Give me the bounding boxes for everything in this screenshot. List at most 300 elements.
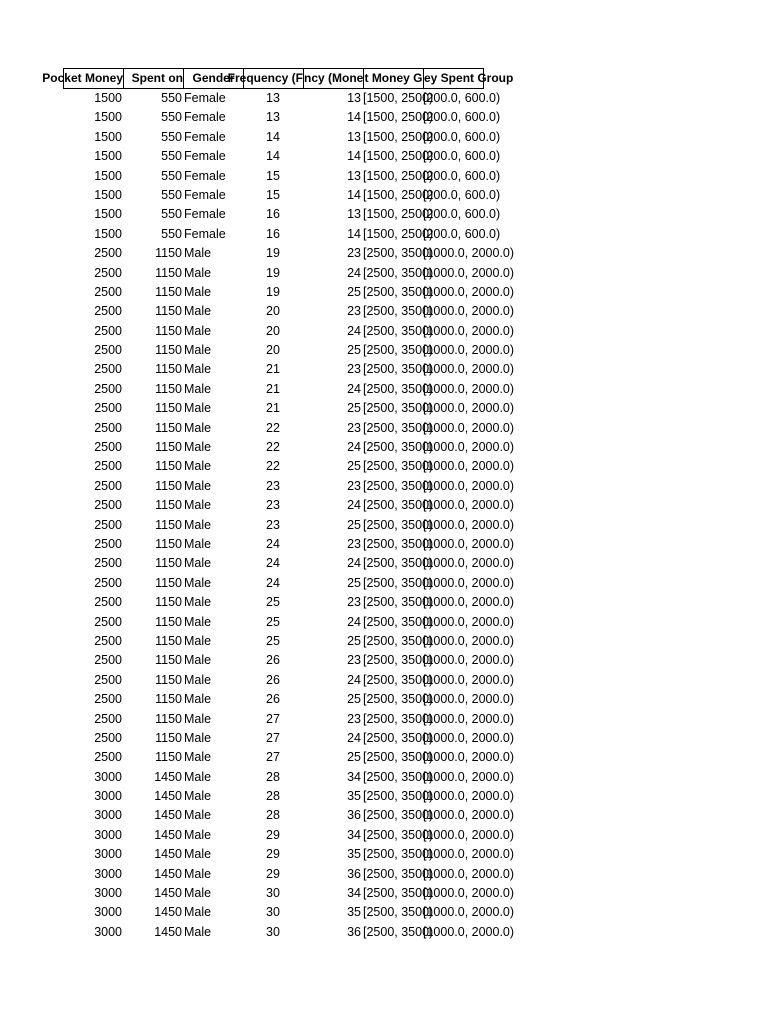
cell-pocket-money[interactable]: 2500: [94, 692, 122, 707]
cell-pocket-money[interactable]: 1500: [94, 226, 122, 241]
cell-pocket-money[interactable]: 1500: [94, 91, 122, 105]
cell-pocket-money-group[interactable]: [2500, 3500): [363, 633, 434, 648]
cell-frequency-money[interactable]: 23: [347, 711, 361, 726]
cell-spent-on[interactable]: 550: [161, 187, 182, 202]
cell-frequency[interactable]: 21: [266, 401, 280, 416]
cell-pocket-money[interactable]: 2500: [94, 459, 122, 474]
cell-pocket-money[interactable]: 3000: [94, 789, 122, 804]
cell-pocket-money-group[interactable]: [2500, 3500): [363, 343, 434, 358]
cell-money-spent-group[interactable]: [1000.0, 2000.0): [423, 440, 515, 455]
cell-pocket-money-group[interactable]: [2500, 3500): [363, 284, 434, 299]
cell-frequency-money[interactable]: 24: [347, 381, 361, 396]
cell-spent-on[interactable]: 1150: [155, 750, 182, 765]
cell-money-spent-group[interactable]: [1000.0, 2000.0): [423, 401, 515, 416]
cell-spent-on[interactable]: 550: [161, 207, 182, 222]
cell-money-spent-group[interactable]: [1000.0, 2000.0): [423, 246, 515, 261]
cell-pocket-money[interactable]: 2500: [94, 440, 122, 455]
cell-money-spent-group[interactable]: [1000.0, 2000.0): [423, 692, 515, 707]
cell-pocket-money-group[interactable]: [1500, 2500): [363, 187, 434, 202]
cell-pocket-money-group[interactable]: [1500, 2500): [363, 129, 434, 144]
cell-pocket-money-group[interactable]: [2500, 3500): [363, 246, 434, 261]
cell-money-spent-group[interactable]: [1000.0, 2000.0): [423, 614, 515, 629]
cell-pocket-money[interactable]: 2500: [94, 730, 122, 745]
cell-spent-on[interactable]: 1150: [155, 711, 182, 726]
cell-gender[interactable]: Male: [184, 536, 212, 551]
cell-spent-on[interactable]: 1150: [155, 478, 182, 493]
cell-pocket-money-group[interactable]: [2500, 3500): [363, 866, 434, 881]
cell-frequency-money[interactable]: 25: [347, 575, 361, 590]
cell-frequency[interactable]: 24: [266, 536, 280, 551]
cell-spent-on[interactable]: 1150: [155, 595, 182, 610]
cell-pocket-money-group[interactable]: [2500, 3500): [363, 575, 434, 590]
cell-frequency-money[interactable]: 25: [347, 633, 361, 648]
cell-pocket-money[interactable]: 2500: [94, 517, 122, 532]
cell-pocket-money[interactable]: 2500: [94, 711, 122, 726]
cell-money-spent-group[interactable]: [200.0, 600.0): [423, 226, 501, 241]
cell-pocket-money-group[interactable]: [2500, 3500): [363, 440, 434, 455]
cell-money-spent-group[interactable]: [200.0, 600.0): [423, 168, 501, 183]
cell-frequency-money[interactable]: 13: [347, 91, 361, 105]
cell-frequency-money[interactable]: 24: [347, 730, 361, 745]
cell-money-spent-group[interactable]: [1000.0, 2000.0): [423, 556, 515, 571]
cell-money-spent-group[interactable]: [1000.0, 2000.0): [423, 633, 515, 648]
cell-money-spent-group[interactable]: [1000.0, 2000.0): [423, 769, 515, 784]
cell-pocket-money[interactable]: 2500: [94, 401, 122, 416]
cell-frequency-money[interactable]: 23: [347, 595, 361, 610]
cell-pocket-money[interactable]: 2500: [94, 284, 122, 299]
cell-frequency[interactable]: 13: [266, 110, 280, 125]
cell-money-spent-group[interactable]: [1000.0, 2000.0): [423, 420, 515, 435]
cell-pocket-money[interactable]: 1500: [94, 207, 122, 222]
header-cell-frequency[interactable]: Frequency (F: [243, 68, 304, 89]
cell-pocket-money-group[interactable]: [1500, 2500): [363, 226, 434, 241]
cell-frequency[interactable]: 19: [266, 246, 280, 261]
cell-frequency-money[interactable]: 36: [347, 808, 361, 823]
cell-gender[interactable]: Female: [184, 168, 226, 183]
cell-frequency-money[interactable]: 24: [347, 614, 361, 629]
cell-pocket-money[interactable]: 3000: [94, 808, 122, 823]
cell-gender[interactable]: Female: [184, 91, 226, 105]
cell-money-spent-group[interactable]: [200.0, 600.0): [423, 91, 501, 105]
header-cell-spent-on[interactable]: Spent on: [123, 68, 184, 89]
cell-pocket-money-group[interactable]: [2500, 3500): [363, 420, 434, 435]
cell-frequency-money[interactable]: 14: [347, 149, 361, 164]
cell-frequency-money[interactable]: 24: [347, 498, 361, 513]
cell-pocket-money-group[interactable]: [2500, 3500): [363, 653, 434, 668]
cell-money-spent-group[interactable]: [1000.0, 2000.0): [423, 343, 515, 358]
cell-gender[interactable]: Male: [184, 808, 212, 823]
cell-frequency-money[interactable]: 35: [347, 847, 361, 862]
cell-money-spent-group[interactable]: [1000.0, 2000.0): [423, 575, 515, 590]
cell-frequency-money[interactable]: 34: [347, 886, 361, 901]
cell-pocket-money[interactable]: 3000: [94, 924, 122, 939]
cell-pocket-money-group[interactable]: [2500, 3500): [363, 672, 434, 687]
cell-gender[interactable]: Male: [184, 284, 212, 299]
cell-pocket-money-group[interactable]: [2500, 3500): [363, 924, 434, 939]
cell-pocket-money[interactable]: 2500: [94, 362, 122, 377]
cell-frequency[interactable]: 15: [266, 168, 280, 183]
cell-frequency-money[interactable]: 24: [347, 265, 361, 280]
cell-frequency[interactable]: 30: [266, 905, 280, 920]
cell-frequency-money[interactable]: 14: [347, 187, 361, 202]
cell-spent-on[interactable]: 550: [161, 110, 182, 125]
cell-money-spent-group[interactable]: [1000.0, 2000.0): [423, 672, 515, 687]
cell-spent-on[interactable]: 1150: [155, 459, 182, 474]
cell-spent-on[interactable]: 1450: [154, 847, 182, 862]
cell-pocket-money-group[interactable]: [2500, 3500): [363, 730, 434, 745]
cell-spent-on[interactable]: 1150: [155, 323, 182, 338]
cell-gender[interactable]: Male: [184, 556, 212, 571]
cell-money-spent-group[interactable]: [1000.0, 2000.0): [423, 265, 515, 280]
cell-gender[interactable]: Male: [184, 750, 212, 765]
cell-pocket-money[interactable]: 3000: [94, 847, 122, 862]
cell-pocket-money[interactable]: 3000: [94, 827, 122, 842]
cell-spent-on[interactable]: 550: [161, 149, 182, 164]
cell-frequency-money[interactable]: 23: [347, 304, 361, 319]
cell-pocket-money[interactable]: 3000: [94, 769, 122, 784]
cell-frequency[interactable]: 16: [266, 207, 280, 222]
cell-spent-on[interactable]: 1450: [154, 808, 182, 823]
cell-gender[interactable]: Male: [184, 246, 212, 261]
cell-pocket-money[interactable]: 2500: [94, 536, 122, 551]
cell-spent-on[interactable]: 1150: [155, 672, 182, 687]
cell-pocket-money-group[interactable]: [2500, 3500): [363, 381, 434, 396]
cell-frequency[interactable]: 30: [266, 886, 280, 901]
cell-gender[interactable]: Male: [184, 672, 212, 687]
cell-gender[interactable]: Male: [184, 478, 212, 493]
cell-frequency[interactable]: 13: [266, 91, 280, 105]
cell-frequency[interactable]: 15: [266, 187, 280, 202]
cell-money-spent-group[interactable]: [1000.0, 2000.0): [423, 536, 515, 551]
cell-gender[interactable]: Male: [184, 789, 212, 804]
cell-frequency[interactable]: 22: [266, 459, 280, 474]
cell-pocket-money-group[interactable]: [2500, 3500): [363, 323, 434, 338]
cell-money-spent-group[interactable]: [200.0, 600.0): [423, 187, 501, 202]
cell-spent-on[interactable]: 1150: [155, 401, 182, 416]
cell-pocket-money[interactable]: 2500: [94, 265, 122, 280]
cell-frequency[interactable]: 29: [266, 827, 280, 842]
cell-frequency-money[interactable]: 23: [347, 536, 361, 551]
cell-pocket-money[interactable]: 2500: [94, 323, 122, 338]
cell-gender[interactable]: Male: [184, 362, 212, 377]
cell-frequency-money[interactable]: 35: [347, 789, 361, 804]
cell-gender[interactable]: Male: [184, 323, 212, 338]
cell-money-spent-group[interactable]: [1000.0, 2000.0): [423, 866, 515, 881]
cell-spent-on[interactable]: 1450: [154, 886, 182, 901]
cell-frequency[interactable]: 20: [266, 343, 280, 358]
cell-pocket-money-group[interactable]: [2500, 3500): [363, 401, 434, 416]
cell-frequency-money[interactable]: 13: [347, 207, 361, 222]
cell-gender[interactable]: Male: [184, 653, 212, 668]
cell-money-spent-group[interactable]: [1000.0, 2000.0): [423, 304, 515, 319]
cell-gender[interactable]: Female: [184, 226, 226, 241]
cell-money-spent-group[interactable]: [1000.0, 2000.0): [423, 808, 515, 823]
cell-money-spent-group[interactable]: [200.0, 600.0): [423, 110, 501, 125]
cell-pocket-money-group[interactable]: [1500, 2500): [363, 207, 434, 222]
cell-pocket-money-group[interactable]: [2500, 3500): [363, 789, 434, 804]
cell-pocket-money-group[interactable]: [2500, 3500): [363, 808, 434, 823]
cell-frequency[interactable]: 21: [266, 362, 280, 377]
cell-gender[interactable]: Male: [184, 866, 212, 881]
cell-spent-on[interactable]: 1150: [155, 304, 182, 319]
cell-spent-on[interactable]: 1150: [155, 575, 182, 590]
header-cell-pocket-money[interactable]: Pocket Money: [63, 68, 124, 89]
cell-pocket-money-group[interactable]: [2500, 3500): [363, 886, 434, 901]
cell-money-spent-group[interactable]: [1000.0, 2000.0): [423, 750, 515, 765]
cell-frequency-money[interactable]: 25: [347, 459, 361, 474]
cell-pocket-money[interactable]: 2500: [94, 420, 122, 435]
cell-gender[interactable]: Male: [184, 769, 212, 784]
cell-pocket-money[interactable]: 2500: [94, 246, 122, 261]
cell-frequency[interactable]: 19: [266, 284, 280, 299]
cell-frequency[interactable]: 25: [266, 614, 280, 629]
cell-money-spent-group[interactable]: [1000.0, 2000.0): [423, 381, 515, 396]
cell-frequency[interactable]: 20: [266, 304, 280, 319]
cell-pocket-money-group[interactable]: [1500, 2500): [363, 149, 434, 164]
cell-spent-on[interactable]: 550: [161, 226, 182, 241]
cell-spent-on[interactable]: 1450: [154, 905, 182, 920]
cell-money-spent-group[interactable]: [1000.0, 2000.0): [423, 478, 515, 493]
cell-gender[interactable]: Female: [184, 110, 226, 125]
cell-pocket-money[interactable]: 1500: [94, 149, 122, 164]
cell-money-spent-group[interactable]: [1000.0, 2000.0): [423, 711, 515, 726]
cell-frequency[interactable]: 23: [266, 517, 280, 532]
cell-frequency-money[interactable]: 25: [347, 284, 361, 299]
cell-frequency-money[interactable]: 24: [347, 440, 361, 455]
cell-pocket-money[interactable]: 1500: [94, 187, 122, 202]
cell-pocket-money-group[interactable]: [2500, 3500): [363, 905, 434, 920]
cell-pocket-money-group[interactable]: [2500, 3500): [363, 265, 434, 280]
cell-gender[interactable]: Male: [184, 420, 212, 435]
cell-frequency-money[interactable]: 35: [347, 905, 361, 920]
cell-pocket-money-group[interactable]: [2500, 3500): [363, 304, 434, 319]
cell-gender[interactable]: Male: [184, 459, 212, 474]
cell-frequency[interactable]: 26: [266, 653, 280, 668]
cell-frequency[interactable]: 19: [266, 265, 280, 280]
cell-gender[interactable]: Male: [184, 924, 212, 939]
cell-pocket-money-group[interactable]: [2500, 3500): [363, 459, 434, 474]
cell-frequency[interactable]: 30: [266, 924, 280, 939]
cell-frequency[interactable]: 25: [266, 595, 280, 610]
cell-frequency[interactable]: 28: [266, 769, 280, 784]
cell-frequency-money[interactable]: 24: [347, 556, 361, 571]
cell-money-spent-group[interactable]: [1000.0, 2000.0): [423, 827, 515, 842]
cell-pocket-money-group[interactable]: [2500, 3500): [363, 847, 434, 862]
cell-gender[interactable]: Male: [184, 401, 212, 416]
cell-frequency[interactable]: 20: [266, 323, 280, 338]
cell-money-spent-group[interactable]: [1000.0, 2000.0): [423, 886, 515, 901]
cell-spent-on[interactable]: 1150: [155, 420, 182, 435]
cell-pocket-money[interactable]: 3000: [94, 886, 122, 901]
cell-spent-on[interactable]: 1150: [155, 653, 182, 668]
cell-frequency-money[interactable]: 24: [347, 672, 361, 687]
cell-pocket-money-group[interactable]: [2500, 3500): [363, 498, 434, 513]
cell-frequency-money[interactable]: 14: [347, 110, 361, 125]
cell-spent-on[interactable]: 1150: [155, 440, 182, 455]
cell-gender[interactable]: Male: [184, 886, 212, 901]
cell-frequency[interactable]: 29: [266, 866, 280, 881]
cell-money-spent-group[interactable]: [1000.0, 2000.0): [423, 498, 515, 513]
cell-money-spent-group[interactable]: [1000.0, 2000.0): [423, 323, 515, 338]
cell-gender[interactable]: Male: [184, 633, 212, 648]
cell-frequency[interactable]: 14: [266, 149, 280, 164]
cell-pocket-money[interactable]: 3000: [94, 866, 122, 881]
cell-frequency[interactable]: 28: [266, 789, 280, 804]
cell-frequency[interactable]: 24: [266, 575, 280, 590]
cell-pocket-money-group[interactable]: [2500, 3500): [363, 711, 434, 726]
cell-gender[interactable]: Male: [184, 575, 212, 590]
cell-spent-on[interactable]: 1150: [155, 343, 182, 358]
cell-gender[interactable]: Male: [184, 847, 212, 862]
cell-pocket-money-group[interactable]: [2500, 3500): [363, 362, 434, 377]
cell-gender[interactable]: Male: [184, 827, 212, 842]
cell-frequency[interactable]: 14: [266, 129, 280, 144]
cell-frequency[interactable]: 24: [266, 556, 280, 571]
cell-gender[interactable]: Male: [184, 614, 212, 629]
cell-money-spent-group[interactable]: [1000.0, 2000.0): [423, 595, 515, 610]
cell-frequency-money[interactable]: 34: [347, 769, 361, 784]
cell-gender[interactable]: Male: [184, 517, 212, 532]
cell-pocket-money-group[interactable]: [2500, 3500): [363, 750, 434, 765]
cell-frequency[interactable]: 26: [266, 672, 280, 687]
header-cell-frequency-money[interactable]: ncy (Mone: [303, 68, 364, 89]
cell-pocket-money-group[interactable]: [2500, 3500): [363, 517, 434, 532]
cell-gender[interactable]: Female: [184, 187, 226, 202]
cell-frequency-money[interactable]: 14: [347, 226, 361, 241]
cell-spent-on[interactable]: 1150: [155, 633, 182, 648]
cell-money-spent-group[interactable]: [1000.0, 2000.0): [423, 517, 515, 532]
cell-pocket-money-group[interactable]: [1500, 2500): [363, 110, 434, 125]
cell-pocket-money-group[interactable]: [2500, 3500): [363, 692, 434, 707]
cell-frequency-money[interactable]: 25: [347, 343, 361, 358]
cell-frequency-money[interactable]: 23: [347, 362, 361, 377]
cell-spent-on[interactable]: 1150: [155, 265, 182, 280]
cell-pocket-money-group[interactable]: [2500, 3500): [363, 556, 434, 571]
cell-pocket-money[interactable]: 2500: [94, 304, 122, 319]
cell-gender[interactable]: Female: [184, 149, 226, 164]
cell-frequency[interactable]: 22: [266, 420, 280, 435]
cell-frequency-money[interactable]: 23: [347, 653, 361, 668]
cell-pocket-money[interactable]: 2500: [94, 498, 122, 513]
cell-pocket-money-group[interactable]: [2500, 3500): [363, 595, 434, 610]
cell-frequency[interactable]: 25: [266, 633, 280, 648]
cell-frequency[interactable]: 27: [266, 711, 280, 726]
cell-pocket-money[interactable]: 1500: [94, 168, 122, 183]
cell-spent-on[interactable]: 1150: [155, 246, 182, 261]
cell-spent-on[interactable]: 550: [161, 168, 182, 183]
cell-frequency[interactable]: 23: [266, 478, 280, 493]
cell-spent-on[interactable]: 1150: [155, 362, 182, 377]
cell-frequency-money[interactable]: 36: [347, 866, 361, 881]
cell-gender[interactable]: Female: [184, 207, 226, 222]
cell-money-spent-group[interactable]: [1000.0, 2000.0): [423, 730, 515, 745]
cell-spent-on[interactable]: 1450: [154, 769, 182, 784]
cell-gender[interactable]: Male: [184, 304, 212, 319]
header-cell-money-spent-group[interactable]: ey Spent Group: [423, 68, 484, 89]
cell-pocket-money[interactable]: 2500: [94, 343, 122, 358]
cell-frequency[interactable]: 26: [266, 692, 280, 707]
cell-frequency-money[interactable]: 34: [347, 827, 361, 842]
cell-pocket-money[interactable]: 3000: [94, 905, 122, 920]
cell-pocket-money[interactable]: 2500: [94, 633, 122, 648]
cell-pocket-money[interactable]: 2500: [94, 653, 122, 668]
cell-money-spent-group[interactable]: [1000.0, 2000.0): [423, 653, 515, 668]
cell-gender[interactable]: Male: [184, 905, 212, 920]
cell-frequency-money[interactable]: 36: [347, 924, 361, 939]
cell-money-spent-group[interactable]: [200.0, 600.0): [423, 149, 501, 164]
cell-pocket-money[interactable]: 2500: [94, 614, 122, 629]
cell-pocket-money[interactable]: 2500: [94, 381, 122, 396]
header-cell-gender[interactable]: Gender: [183, 68, 244, 89]
cell-gender[interactable]: Male: [184, 343, 212, 358]
cell-pocket-money[interactable]: 1500: [94, 110, 122, 125]
cell-gender[interactable]: Male: [184, 692, 212, 707]
cell-pocket-money-group[interactable]: [2500, 3500): [363, 769, 434, 784]
cell-spent-on[interactable]: 1150: [155, 614, 182, 629]
cell-gender[interactable]: Male: [184, 595, 212, 610]
cell-money-spent-group[interactable]: [1000.0, 2000.0): [423, 905, 515, 920]
cell-frequency[interactable]: 23: [266, 498, 280, 513]
cell-pocket-money[interactable]: 2500: [94, 595, 122, 610]
cell-money-spent-group[interactable]: [1000.0, 2000.0): [423, 924, 515, 939]
cell-spent-on[interactable]: 1150: [155, 517, 182, 532]
cell-frequency-money[interactable]: 24: [347, 323, 361, 338]
cell-money-spent-group[interactable]: [200.0, 600.0): [423, 129, 501, 144]
cell-pocket-money-group[interactable]: [1500, 2500): [363, 168, 434, 183]
cell-frequency[interactable]: 21: [266, 381, 280, 396]
cell-money-spent-group[interactable]: [1000.0, 2000.0): [423, 362, 515, 377]
cell-spent-on[interactable]: 1150: [155, 730, 182, 745]
cell-frequency[interactable]: 16: [266, 226, 280, 241]
cell-gender[interactable]: Male: [184, 265, 212, 280]
cell-money-spent-group[interactable]: [1000.0, 2000.0): [423, 789, 515, 804]
cell-frequency[interactable]: 27: [266, 730, 280, 745]
cell-gender[interactable]: Male: [184, 498, 212, 513]
cell-gender[interactable]: Male: [184, 381, 212, 396]
cell-spent-on[interactable]: 1450: [154, 827, 182, 842]
cell-spent-on[interactable]: 550: [161, 91, 182, 105]
cell-pocket-money[interactable]: 2500: [94, 672, 122, 687]
cell-frequency[interactable]: 28: [266, 808, 280, 823]
cell-spent-on[interactable]: 1150: [155, 556, 182, 571]
cell-pocket-money[interactable]: 1500: [94, 129, 122, 144]
cell-money-spent-group[interactable]: [1000.0, 2000.0): [423, 459, 515, 474]
cell-pocket-money-group[interactable]: [2500, 3500): [363, 614, 434, 629]
cell-frequency-money[interactable]: 23: [347, 478, 361, 493]
cell-frequency[interactable]: 22: [266, 440, 280, 455]
cell-spent-on[interactable]: 1450: [154, 924, 182, 939]
cell-frequency-money[interactable]: 25: [347, 750, 361, 765]
cell-spent-on[interactable]: 1150: [155, 498, 182, 513]
cell-spent-on[interactable]: 1150: [155, 284, 182, 299]
header-cell-pocket-money-group[interactable]: t Money G: [363, 68, 424, 89]
cell-money-spent-group[interactable]: [1000.0, 2000.0): [423, 847, 515, 862]
cell-pocket-money-group[interactable]: [2500, 3500): [363, 478, 434, 493]
cell-spent-on[interactable]: 1150: [155, 692, 182, 707]
cell-gender[interactable]: Male: [184, 440, 212, 455]
cell-frequency-money[interactable]: 13: [347, 129, 361, 144]
cell-frequency-money[interactable]: 25: [347, 692, 361, 707]
cell-money-spent-group[interactable]: [200.0, 600.0): [423, 207, 501, 222]
cell-frequency-money[interactable]: 23: [347, 246, 361, 261]
cell-frequency-money[interactable]: 23: [347, 420, 361, 435]
cell-gender[interactable]: Male: [184, 711, 212, 726]
cell-money-spent-group[interactable]: [1000.0, 2000.0): [423, 284, 515, 299]
cell-gender[interactable]: Male: [184, 730, 212, 745]
cell-gender[interactable]: Female: [184, 129, 226, 144]
cell-frequency-money[interactable]: 13: [347, 168, 361, 183]
cell-spent-on[interactable]: 1150: [155, 381, 182, 396]
